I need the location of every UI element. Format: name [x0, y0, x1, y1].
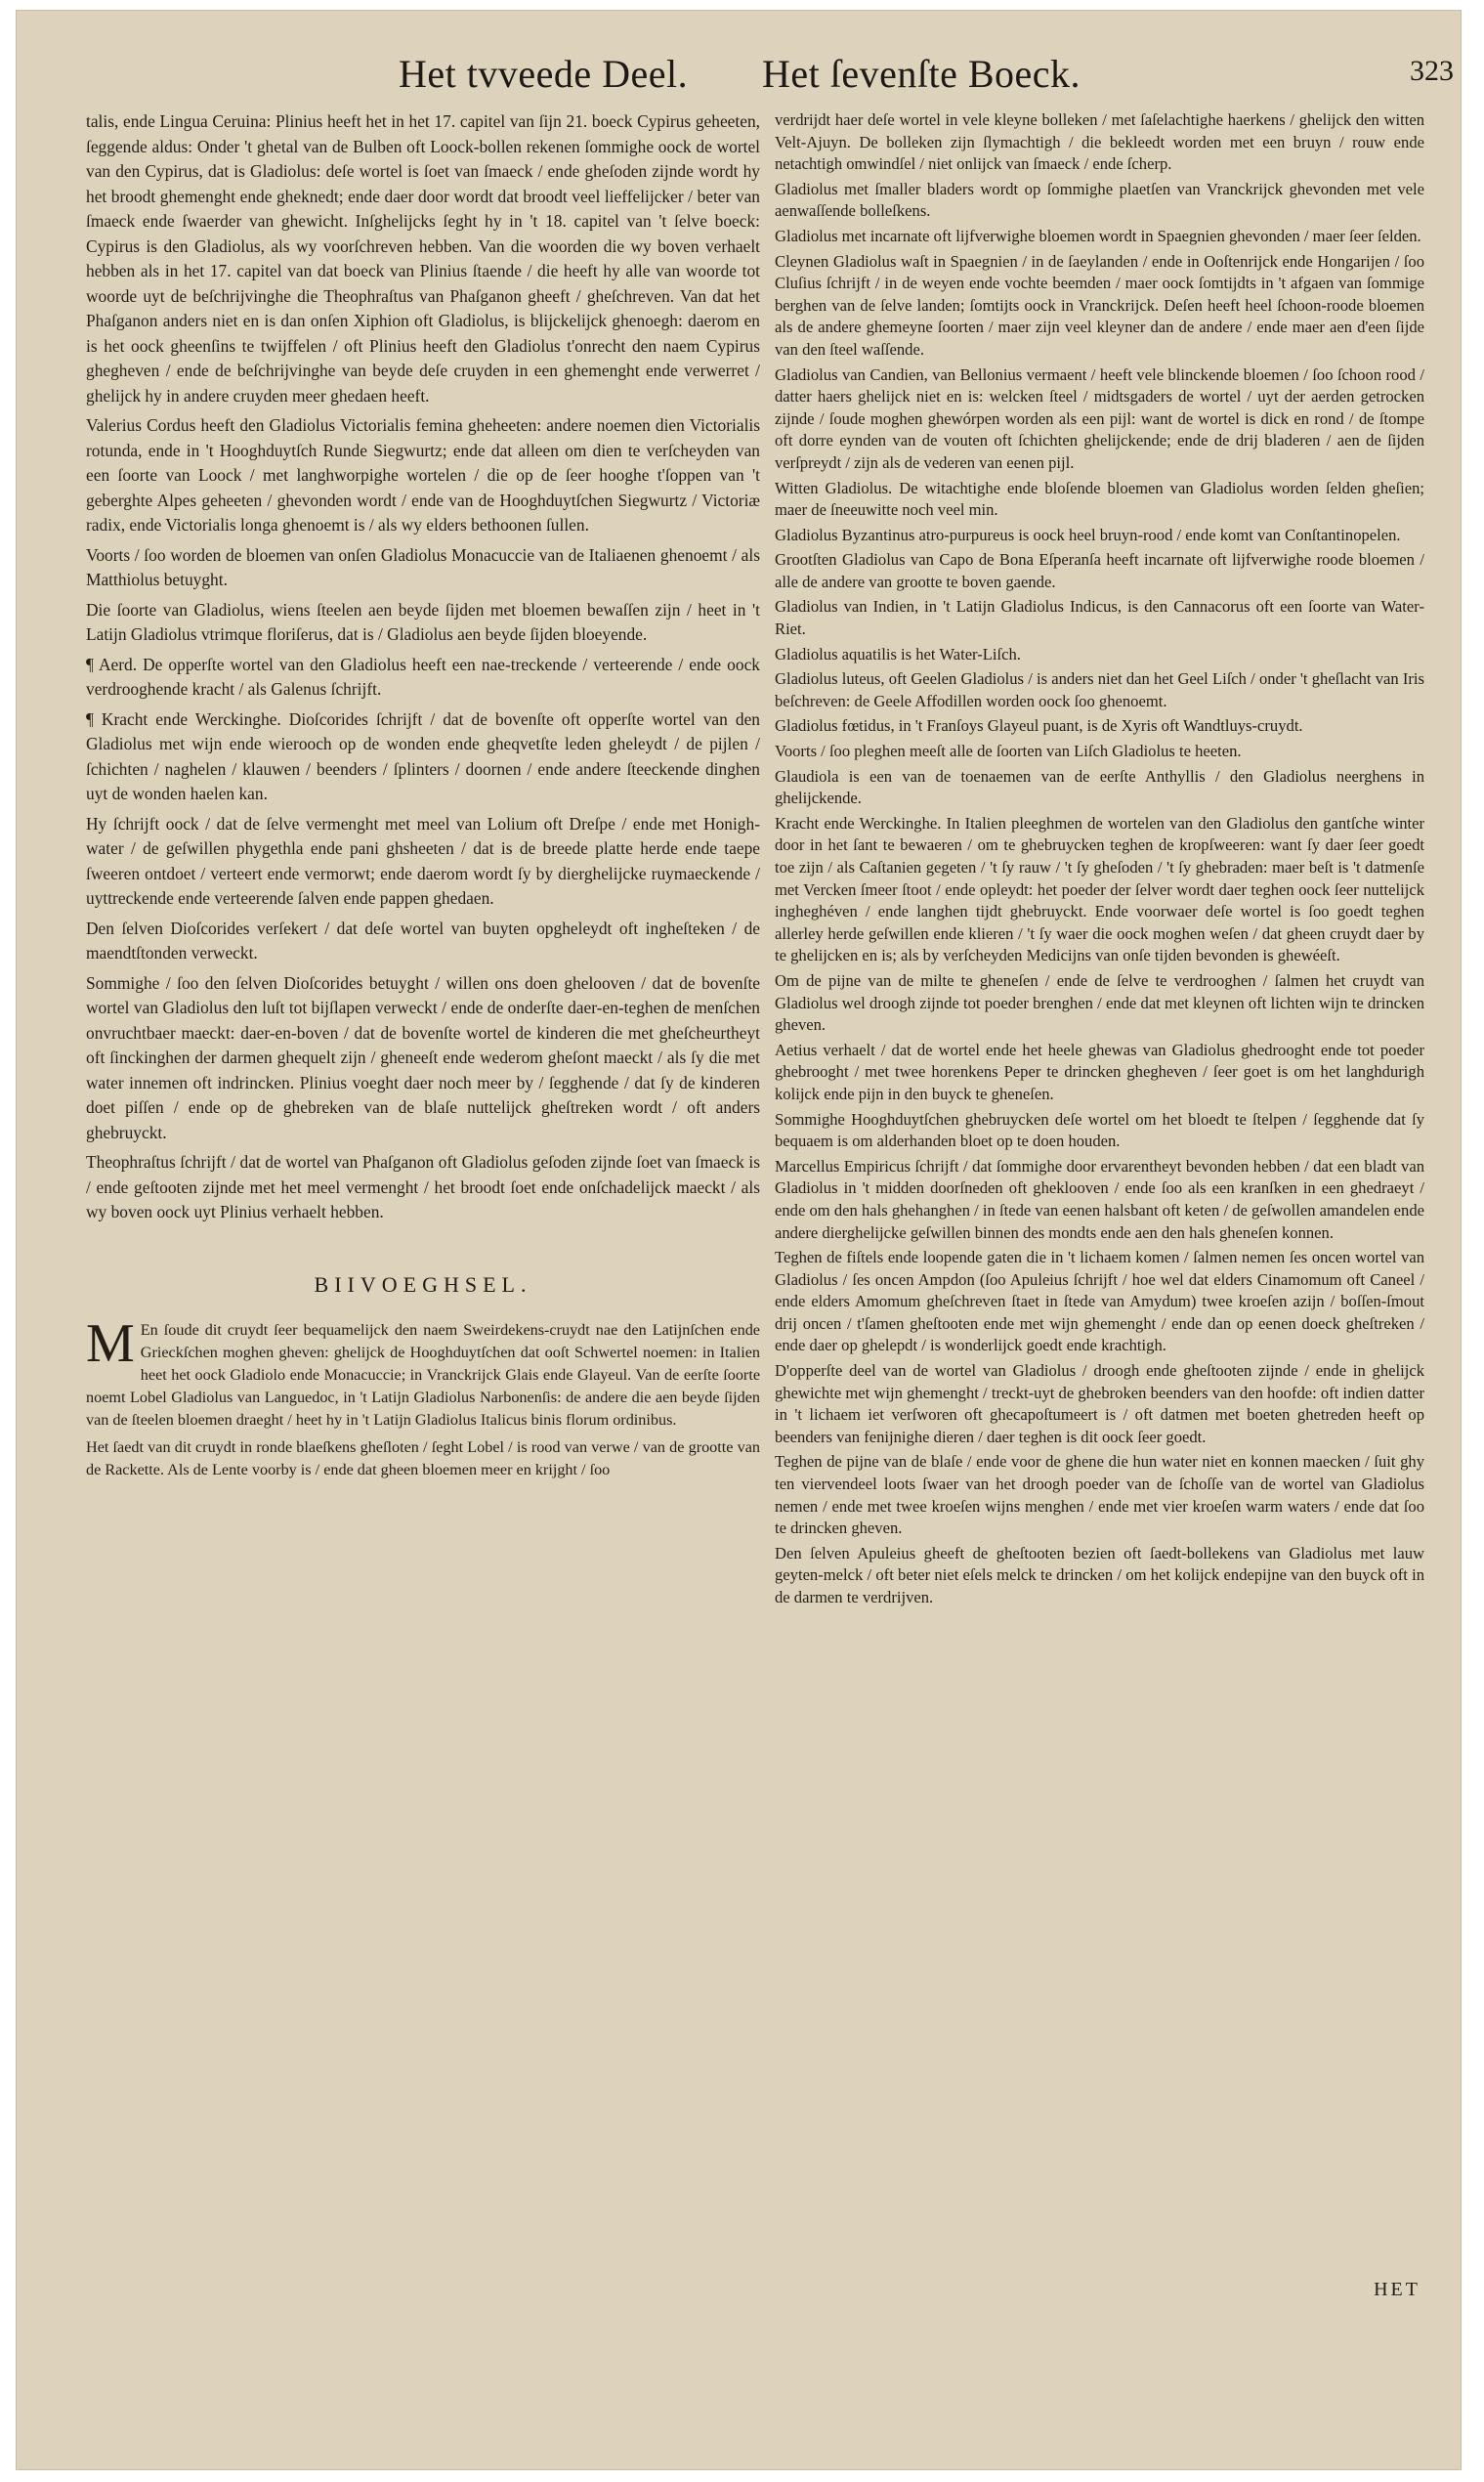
paragraph: Kracht ende Werckinghe. In Italien pleeghmen de wortelen van den Gladiolus den gantſche winter door in het ſant te bewaeren / om te ghebruycken teghen de kropſweeren: want ſy daer ſeer goedt toe zijn / als Caſtanien gegeten / 't ſy rauw / 't ſy gheſoden / 't ſy ghebraden: maer beſt is 't datmenſe met Vercken ſmeer ſtoot / ende opleydt: het poeder der ſelver wordt daer teghen oock ſeer nuttelijck ingheghéven / ende langhen tijdt ghebruyckt. Ende voorwaer deſe wortel is ſoo goedt teghen allerley herde geſwillen ende klieren / 't ſy waer die oock moghen weſen / dat gheen cruydt daer by te ghelijcken en is; als by verſcheyden Medicijns van onſe tijden bevonden is ghewéeſt. [775, 813, 1424, 965]
paragraph: talis, ende Lingua Ceruina: Plinius heeft het in het 17. capitel van ſijn 21. boeck Cypirus geheeten, ſeggende aldus: Onder 't ghetal van de Bulben oft Loock-bollen rekenen ſommighe oock de wortel van den Cypirus, dat is Gladiolus: deſe wortel is ſoet van ſmaeck / ende gheſoden zijnde wordt hy het broodt ghemenght ende gheknedt; ende daer door wordt dat broodt veel lieffelijcker / beter van ſmaeck ende ſwaerder van ghewicht. Inſghelijcks ſeght hy in 't 18. capitel van 't ſelve boeck: Cypirus is den Gladiolus, als wy voorſchreven hebben. Van die woorden die wy boven verhaelt hebben als in het 17. capitel van dat boeck van Plinius ſtaende / die heeft hy alle van woorde tot woorde uyt de beſchrijvinghe die Theophraſtus van Phaſganon gheeft / gheſchreven. Van dat het Phaſganon anders niet en is dan onſen Xiphion oft Gladiolus, is blijckelijck ghenoegh: daerom en is het oock gheenſins te twijffelen / oft Plinius heeft den Gladiolus t'onrecht den naem Cypirus ghegheven / ende de beſchrijvinghe van beyde deſe cruyden in een ghemenght ende verwerret / ghelijck hy in andere cruyden meer ghedaen heeft. [86, 111, 760, 406]
paragraph: D'opperſte deel van de wortel van Gladiolus / droogh ende gheſtooten zijnde / ende in ghelijck ghewichte met wijn ghemenght / treckt-uyt de ghebroken beenders van den hoofde: oft indien datter in 't lichaem iet verſworen oft ghecapoſtumeert is / oft datmen met boeten ghetreden heeft op beenders van fenijnighe dieren / daer teghen is dit oock ſeer goedt. [775, 1361, 1424, 1446]
paragraph: Teghen de pijne van de blaſe / ende voor de ghene die hun water niet en konnen maecken / ſuit ghy ten viervendeel loots ſwaer van het droogh poeder van de ſchoſſe van de wortel van Gladiolus nemen / ende met twee kroeſen wijns menghen / ende met vier kroeſen warm waters / ende dat ſoo te drincken gheven. [775, 1452, 1424, 1538]
catchword: HET [1374, 2279, 1420, 2300]
paragraph: Gladiolus met ſmaller bladers wordt op ſommighe plaetſen van Vranckrijck ghevonden met vele aenwaſſende bolleſkens. [775, 179, 1424, 221]
paragraph: Grootſten Gladiolus van Capo de Bona Eſperanſa heeft incarnate oft lijfverwighe roode bloemen / alle de andere van grootte te boven gaende. [775, 550, 1424, 591]
paragraph: Theophraſtus ſchrijft / dat de wortel van Phaſganon oft Gladiolus geſoden zijnde ſoet van ſmaeck is / ende geſtooten zijnde met het meel vermenght / het broodt ſoet ende onſchadelijck maeckt / als wy boven oock uyt Plinius verhaelt hebben. [86, 1152, 760, 1221]
paragraph: Valerius Cordus heeft den Gladiolus Victorialis femina gheheeten: andere noemen dien Victorialis rotunda, ende in 't Hooghduytſch Runde Siegwurtz; ende dat alleen om dien te verſcheyden van een ſoorte van Loock / met langhworpighe wortelen / die op de ſeer hooghe t'ſoppen van 't geberghte Alpes geheeten / ghevonden wordt / ende van de Hooghduytſchen Siegwurtz / Victoriæ radix, ende Victorialis longa ghenoemt is / als wy elders bethoonen ſullen. [86, 415, 760, 535]
paragraph: Die ſoorte van Gladiolus, wiens ſteelen aen beyde ſijden met bloemen bewaſſen zijn / heet in 't Latijn Gladiolus vtrimque floriſerus, dat is / Gladiolus aen beyde ſijden bloeyende. [86, 599, 760, 644]
paragraph: Aetius verhaelt / dat de wortel ende het heele ghewas van Gladiolus ghedrooght ende tot poeder ghebrooght / met twee horenkens Peper te drincken ghegheven / ſeer goet is om het langhdurigh kolijck ende pijn in den buyck te gheneſen. [775, 1040, 1424, 1103]
paragraph: Sommighe Hooghduytſchen ghebruycken deſe wortel om het bloedt te ſtelpen / ſegghende dat ſy bequaem is om alderhanden bloet op te doen houden. [775, 1109, 1424, 1151]
paragraph: Sommighe / ſoo den ſelven Dioſcorides betuyght / willen ons doen ghelooven / dat de bovenſte wortel van Gladiolus den luſt tot bijſlapen verweckt / ende de onderſte daer-en-teghen de menſchen onvruchtbaer maeckt: daer-en-boven / dat de bovenſte wortel de kinderen die met gheſcheurtheyt oft ſinckinghen der darmen ghequelt zijn / gheneeſt ende wederom gheſont maeckt / als ſy die met water innemen oft indrincken. Plinius voeght daer noch meer by / ſegghende / dat ſy de kinderen doet piſſen / ende op de ghebreken van de blaſe nuttelijck gheſtreken wordt / oft anders ghebruyckt. [86, 972, 760, 1142]
running-header [57, 27, 1460, 98]
page-number: 323 [1410, 55, 1454, 87]
running-title-left: Het tvveede Deel. [399, 52, 689, 96]
paragraph: Teghen de fiſtels ende loopende gaten die in 't lichaem komen / ſalmen nemen ſes oncen wortel van Gladiolus / ſes oncen Ampdon (ſoo Apuleius ſchrijft / hoe wel dat elders Cinamomum oft Caneel / ende elders Amomum gheſchreven ſtaet in ſtede van Amydum) twee kroeſen azijn / boſſen-ſmout drij oncen / t'ſamen gheſtooten ende met wijn ghemenght / ende dan op eenen doeck gheſtreken / ende daer op ghelepdt / is wonderlijck goedt ende krachtigh. [775, 1248, 1424, 1355]
paragraph: Gladiolus met incarnate oft lijfverwighe bloemen wordt in Spaegnien ghevonden / maer ſeer ſelden. [775, 226, 1421, 245]
section-title: BIIVOEGHSEL. [314, 1271, 532, 1297]
book-page [57, 27, 1460, 2461]
paragraph: Glaudiola is een van de toenaemen van de eerſte Anthyllis / den Gladiolus neerghens in ghelijckende. [775, 766, 1424, 808]
paragraph: verdrijdt haer deſe wortel in vele kleyne bolleken / met ſaſelachtighe haerkens / ghelijck den witten Velt-Ajuyn. De bolleken zijn ſlymachtigh / die bekleedt worden met een bruyn / rouw ende netachtigh omwindſel / niet onlijck van ſmaeck / ende ſcherp. [775, 110, 1424, 174]
paragraph: Den ſelven Dioſcorides verſekert / dat deſe wortel van buyten opgheleydt oft ingheſteken / de maendtſtonden verweckt. [86, 918, 760, 963]
left-column [86, 109, 760, 2425]
supplement-paragraph [86, 1312, 760, 1432]
paragraph: Gladiolus Byzantinus atro-purpureus is oock heel bruyn-rood / ende komt van Conſtantinopelen. [775, 525, 1401, 544]
supplement-text: En ſoude dit cruydt ſeer bequamelijck den naem Sweirdekens-cruydt nae den Latijnſchen ende Grieckſchen moghen gheven: ghelijck de Hooghduytſchen dat ooſt Schwertel noemen: in Italien heet het oock Gladiolo ende Monacuccie; in Vranckrijck Glais ende Glayeul. Van de eerſte ſoorte noemt Lobel Gladiolus van Languedoc, in 't Latijn Gladiolus Narbonenſis: de andere die aen beyde ſijden van de ſteelen bloemen draeght / heet hy in 't Latijn Gladiolus Italicus binis florum ordinibus. [86, 1320, 760, 1429]
paragraph: Cleynen Gladiolus waſt in Spaegnien / in de ſaeylanden / ende in Ooſtenrijck ende Hongarijen / ſoo Cluſius ſchrijft / in de weyen ende vochte beemden / maer oock ſomtijdts in 't afgaen van ſommige berghen van de ſelve landen; ſomtijts oock in Vranckrijck. Deſen heeft heel ſchoon-roode bloemen als de andere ghemeyne ſoorten / maer zijn veel kleyner dan de andere / ende maer aen d'een ſijde van den ſteel waſſende. [775, 251, 1424, 359]
paragraph: Gladiolus van Indien, in 't Latijn Gladiolus Indicus, is den Cannacorus oft een ſoorte van Water-Riet. [775, 597, 1424, 639]
drop-cap: M [86, 1312, 135, 1374]
text-columns [86, 109, 1460, 2425]
paragraph: Voorts / ſoo worden de bloemen van onſen Gladiolus Monacuccie van de Italiaenen ghenoemt / als Matthiolus betuyght. [86, 544, 760, 589]
paragraph: Gladiolus aquatilis is het Water-Liſch. [775, 644, 1021, 663]
paragraph: ¶ Aerd. De opperſte wortel van den Gladiolus heeft een nae-treckende / verteerende / ende oock verdrooghende kracht / als Galenus ſchrijft. [86, 654, 760, 699]
paragraph: Voorts / ſoo pleghen meeſt alle de ſoorten van Liſch Gladiolus te heeten. [775, 742, 1242, 761]
running-title-right: Het ſevenſte Boeck. [762, 52, 1081, 96]
paragraph: Gladiolus van Candien, van Bellonius vermaent / heeft vele blinckende bloemen / ſoo ſchoon rood / datter haers ghelijck niet en is: welcken ſteel / midtsgaders de wortel / uyt der aerden getrocken zijnde / ſoude moghen ghewórpen worden als een pijl: want de wortel is dick en rond / de ſtompe oft dorre eynden van de vouten oft ſchichten ghelijckende; ende de drij bladeren / aen de ſijden verſpreydt / zijn als de vederen van eenen pijl. [775, 364, 1424, 472]
supplement-section [86, 1312, 760, 1481]
paragraph: Hy ſchrijft oock / dat de ſelve vermenght met meel van Lolium oft Dreſpe / ende met Honigh-water / de geſwillen phygethla ende pani ghsheeten / dat is de breede platte herde ende taepe ſweeren ontdoet / verteert ende vermorwt; ende daerom wordt ſy by dierghelijcke ruymaeckende / uyttreckende ende verteerende ſalven ende pappen ghedaen. [86, 813, 760, 908]
paragraph: Witten Gladiolus. De witachtighe ende bloſende bloemen van Gladiolus worden ſelden gheſien; maer de ſneeuwitte noch veel min. [775, 478, 1424, 520]
paragraph: Den ſelven Apuleius gheeft de gheſtooten bezien oft ſaedt-bollekens van Gladiolus met lauw geyten-melck / oft beter niet eſels melck te drincken / om het kolijck endepijne van den buyck oft in de darmen te verdrijven. [775, 1543, 1424, 1606]
paragraph: Om de pijne van de milte te gheneſen / ende de ſelve te verdrooghen / ſalmen het cruydt van Gladiolus wel droogh zijnde tot poeder brenghen / ende dat met kleynen oft lichten wijn te drincken gheven. [775, 970, 1424, 1035]
supplement-paragraph: Het ſaedt van dit cruydt in ronde blaeſkens gheſloten / ſeght Lobel / is rood van verwe / van de grootte van de Rackette. Als de Lente voorby is / ende dat gheen bloemen meer en krijght / ſoo [86, 1437, 760, 1478]
paragraph: Marcellus Empiricus ſchrijft / dat ſommighe door ervarentheyt bevonden hebben / dat een bladt van Gladiolus in 't midden doorſneden oft gheklooven / ende ſoo als een kranſken in een ghedraeyt / ende om den hals ghehanghen / in ſtede van eenen halsbant oft keten / de geſwollen amandelen ende andere dierghelijcke geſwillen binnen des mondts ende aen den hals gheneſen konnen. [775, 1156, 1424, 1242]
right-column [775, 109, 1424, 2425]
paragraph: Gladiolus fœtidus, in 't Franſoys Glayeul puant, is de Xyris oft Wandtluys-cruydt. [775, 716, 1303, 736]
page-scan [16, 10, 1462, 2470]
paragraph: Gladiolus luteus, oft Geelen Gladiolus / is anders niet dan het Geel Liſch / onder 't gheſlacht van Iris beſchreven: de Geele Affodillen worden oock ſoo ghenoemt. [775, 669, 1424, 710]
paragraph: ¶ Kracht ende Werckinghe. Dioſcorides ſchrijft / dat de bovenſte oft opperſte wortel van den Gladiolus met wijn ende wierooch op de wonden ende gheqvetſte leden gheleydt / de pijlen / ſchichten / naghelen / klauwen / beenders / ſplinters / doornen / ende andere ſteeckende dinghen uyt de wonden haelen kan. [86, 708, 760, 803]
